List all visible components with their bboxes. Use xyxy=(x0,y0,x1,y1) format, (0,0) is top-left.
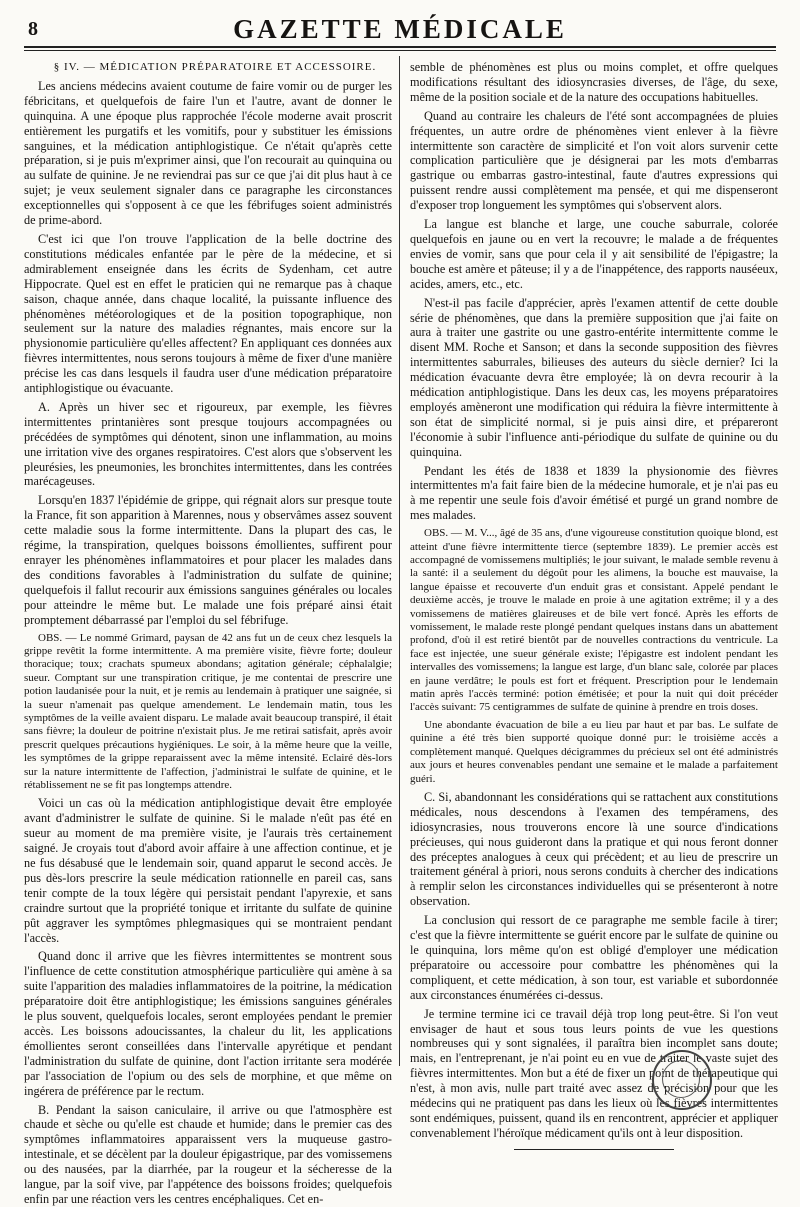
header-rule-thin xyxy=(24,50,776,51)
paragraph: Pendant les étés de 1838 et 1839 la physionomie des fièvres intermittentes m'a fait faire bien de la médecine humorale, et je n'ai pas eu à me repentir une seule fois d'avoir émétisé et purgé un grand nombre de mes malades. xyxy=(410,463,778,523)
paragraph: C. Si, abandonnant les considérations qui se rattachent aux constitutions médicales, nous descendons à l'examen des tempéramens, des idiosyncrasies, nous trouverons encore là une source d'indications précieuses, qui nous guideront dans la pratique et qui nous feront donner des préceptes analogues à ceux qui précèdent; et au lieu de prescrire un traitement général à priori, nous serons conduits à chercher des indications à remplir selon les circonstances individuelles qui se présenteront à notre observation. xyxy=(410,789,778,909)
paragraph: Les anciens médecins avaient coutume de faire vomir ou de purger les fébricitans, et quelquefois de faire l'un et l'autre, avant de donner le quinquina. A une époque plus rapprochée l'école moderne avait proscrit entièrement les purgatifs et les vomitifs, pour y substituer les émissions sanguines, et la médication antiphlogistique. Ce n'était qu'après cette préparation, si je puis m'exprimer ainsi, que l'on recourait au quinquina ou au sulfate de quinine. Je ne reviendrai pas sur ce que j'ai dit plus haut à ce sujet; je veux seulement signaler dans ce paragraphe les circonstances exceptionnelles qui s'opposent à ce que les fébrifuges soient administrés de prime-abord. xyxy=(24,78,392,228)
paragraph: Lorsqu'en 1837 l'épidémie de grippe, qui régnait alors sur presque toute la France, fit son apparition à Marennes, nous y observâmes assez souvent cette maladie sous la forme intermittente. Dans la plupart des cas, le régime, la transpiration, quelques boissons émollientes, suffirent pour enrayer les phénomènes inflammatoires et pour placer les malades dans des conditions favorables à l'administration du sulfate de quinine; quelquefois il fallut recourir aux émissions sanguines générales ou locales pour atteindre le même but. Le malade une fois préparé ainsi était promptement débarrassé par l'emploi du sel fébrifuge. xyxy=(24,493,392,627)
paragraph: La conclusion qui ressort de ce paragraphe me semble facile à tirer; c'est que la fièvre intermittente se guérit encore par le sulfate de quinine ou le quinquina, lors même qu'on est obligé d'employer une médication préparatoire ou accessoire pour combattre les phénomènes qui la compliquent, et cette médication, à son tour, est variable et subordonnée aux circonstances énumérées ci-dessus. xyxy=(410,913,778,1002)
paragraph: C'est ici que l'on trouve l'application de la belle doctrine des constitutions médicales enfantée par le père de la médecine, et si admirablement enseignée dans les écrits de Sydenham, cet autre Hippocrate. Quel est en effet le praticien qui ne remarque pas à chaque saison, chaque année, dans chaque localité, la puissante influence des phénomènes météorologiques et de la position topographique, non seulement sur la nature des maladies régnantes, mais encore sur la physionomie particulière qu'elles affectent? En appliquant ces données aux fièvres intermittentes, nous serons toujours à même de fixer d'une manière précise les cas dans lesquels il faudra user d'une médication préparatoire antiphlogistique ou évacuante. xyxy=(24,231,392,396)
paragraph: Quand au contraire les chaleurs de l'été sont accompagnées de pluies fréquentes, un autre ordre de phénomènes vient enlever à la fièvre intermittente son caractère de simplicité et l'on voit alors survenir cette complication particulière que je désignerai par les mots d'embarras gastrique ou embarras gastro-intestinal, faute d'autres expressions qui puissent rendre aussi complètement ma pensée, et qui me dispenseront d'exposer trop longuement les symptômes qui s'observent alors. xyxy=(410,108,778,213)
paragraph: Quand donc il arrive que les fièvres intermittentes se montrent sous l'influence de cette constitution atmosphérique particulière qui amène à sa suite l'apparition des maladies inflammatoires de la poitrine, la médication préparatoire doit être antiphlogistique; les émissions sanguines générales le plus souvent, quelquefois locales, seront employées pendant le premier accès. Les boissons adoucissantes, la chaleur du lit, les applications émollientes seront conseillées dans l'intervalle apyrétique et pendant l'administration du sulfate de quinine, dont l'action irritante sera modérée par l'association de l'opium ou des sels de morphine, et que même on ingérera de préférence par le rectum. xyxy=(24,949,392,1098)
paragraph: N'est-il pas facile d'apprécier, après l'examen attentif de cette double série de phénomènes, que dans la première supposition que j'ai faite on aura à traiter une gastrite ou une gastro-entérite intermittente comme le disent MM. Roche et Sanson; et dans la seconde supposition des fièvres intermittentes saburrales, bilieuses des auteurs du siècle dernier? Ici la médication évacuante devra être employée; là on devra recourir à la médication antiphlogistique. Dans les deux cas, les moyens préparatoires employés amèneront une modification qui réduira la fièvre intermittente à son état de simplicité normal, si je puis ainsi dire, et prépareront l'économie à subir l'influence anti-périodique du sulfate de quinine ou du quinquina. xyxy=(410,295,778,459)
page-number: 8 xyxy=(28,18,38,40)
section-title: § IV. — MÉDICATION PRÉPARATOIRE ET ACCESSOIRE. xyxy=(53,61,377,73)
observation-paragraph: OBS. — M. V..., âgé de 35 ans, d'une vigoureuse constitution quoique blond, est atteint d'une fièvre intermittente tierce (septembre 1839). Le premier accès est accompagné de vomissemens multipliés; le jour suivant, le malade semble revenu à la santé: il a seulement du dégoût pour les alimens, la bouche est mauvaise, la langue épaisse et recouverte d'un enduit gras et consistant. Appelé pendant le deuxième accès, je trouve le malade en proie à une agitation extrême; il y a des vomissemens de matières glaireuses et de bile vert foncé. Après les efforts de vomissement, le malade reste plongé pendant quelques instans dans un abattement profond, d'où il est retiré bientôt par de nouvelles contractions du ventricule. La face est injectée, une sueur générale existe; l'épigastre est indolent pendant les intervalles des vomissemens; la langue est large, d'un blanc sale, colorée par places en jaune verdâtre; le pouls est fort et fréquent. Prescription pour le lendemain matin après l'accès terminé: potion émétisée; et pour la nuit qui doit précéder l'accès suivant: 75 centigrammes de sulfate de quinine à prendre en trois doses. xyxy=(410,527,778,714)
paragraph: La langue est blanche et large, une couche saburrale, colorée quelquefois en jaune ou en vert la recouvre; le malade a de fréquentes envies de vomir, sans que pour cela il y ait sensibilité de l'épigastre; la bouche est amère et pâteuse; il y a de l'inappétence, des rapports nauséeux, acides, amers, etc., etc. xyxy=(410,217,778,291)
library-stamp xyxy=(652,1050,712,1110)
column-divider xyxy=(399,56,400,1066)
right-column xyxy=(410,60,778,1140)
paragraph: Je termine termine ici ce travail déjà trop long peut-être. Si l'on veut envisager de haut et sous tous leurs points de vue les questions nombreuses qui y sont signalées, il paraîtra bien incomplet sans doute; mais, en l'entreprenant, je n'ai point eu en vue de traiter le vaste sujet des fièvres intermittentes. Mon but a été de fixer un point de thérapeutique qui n'est, à mon avis, nulle part traité avec assez de précision pour que les médecins qui ne pratiquent pas dans les lieux où les fièvres intermittentes sont endémiques, puissent, quand ils en rencontrent, apprécier et appliquer convenablement l'héroïque médicament qu'ils ont à leur disposition. xyxy=(410,1006,778,1140)
paragraph: semble de phénomènes est plus ou moins complet, et offre quelques modifications résultant des idiosyncrasies diverses, de l'âge, du sexe, même de la position sociale et de la nature des occupations habituelles. xyxy=(410,60,778,104)
paragraph: Voici un cas où la médication antiphlogistique devait être employée avant d'administrer le sulfate de quinine. Si le malade n'eût pas été en sueur au moment de ma première visite, je l'aurais très certainement saigné. Je croyais tout d'abord avoir affaire à une affection continue, et je ne fus désabusé que le lendemain soir, quand apparut le second accès. Je pus dès-lors prescrire la seule médication rationnelle en pareil cas, sans tenir compte de la toux légère qui persistait pendant l'apyrexie, et sans craindre surtout que la propriété tonique et irritante du sulfate de quinine pût aggraver les symptômes phlegmasiques qui se montraient pendant l'accès. xyxy=(24,796,392,945)
page-header xyxy=(10,12,790,44)
stamp-ring xyxy=(662,1060,700,1098)
header-rule xyxy=(24,46,776,48)
end-rule xyxy=(514,1149,674,1150)
paragraph: B. Pendant la saison caniculaire, il arrive ou que l'atmosphère est chaude et sèche ou qu'elle est chaude et humide; dans le premier cas des symptômes inflammatoires apparaissent vers la muqueuse gastro-intestinale, et se décèlent par la douleur épigastrique, par des vomissemens ou des nausées, par la diarrhée, par la rougeur et la sécheresse de la langue, par la soif vive, par l'appétence des boissons froides; quelquefois enfin par une réaction vers les centres encéphaliques. Cet en- xyxy=(24,1102,392,1206)
paragraph: A. Après un hiver sec et rigoureux, par exemple, les fièvres intermittentes printanières sont presque toujours accompagnées ou précédées de symptômes qui dénotent, sinon une inflammation, au moins une irritation vive des organes respiratoires. C'est alors que s'observent les pleurésies, les pneumonies, les bronchites intermittentes, dans les contrées marécageuses. xyxy=(24,399,392,489)
left-column xyxy=(24,60,392,1206)
observation-paragraph: OBS. — Le nommé Grimard, paysan de 42 ans fut un de ceux chez lesquels la grippe revêtit la forme intermittente. A ma première visite, fièvre forte; douleur thoracique; toux; crachats spumeux abondans; agitation générale; céphalalgie; sueur. Comptant sur une transpiration critique, je me contentai de prescrire une potion laudanisée pour la nuit, et je remis au lendemain à pratiquer une saignée, si la sueur n'amenait pas quelque amendement. Le lendemain matin, tous les symptômes de la veille avaient disparu. Le malade avait beaucoup transpiré, il était sans fièvre; la douleur de poitrine n'existait plus. Je me retirai satisfait, après avoir prescrit quelques précautions hygiéniques. Le soir, à la même heure que la veille, les symptômes de la grippe reparaissent avec la même intensité. Eclairé dès-lors sur la nature intermittente de l'affection, j'administrai le sulfate de quinine, et le rétablissement ne se fit pas longtemps attendre. xyxy=(24,631,392,791)
observation-paragraph: Une abondante évacuation de bile a eu lieu par haut et par bas. Le sulfate de quinine a été très bien supporté quoique donné pur: le troisième accès a complètement manqué. Quelques décigrammes du précieux sel ont été administrés aux jours et heures convenables pendant une semaine et le malade a parfaitement guéri. xyxy=(410,718,778,785)
journal-title: GAZETTE MÉDICALE xyxy=(233,14,567,44)
